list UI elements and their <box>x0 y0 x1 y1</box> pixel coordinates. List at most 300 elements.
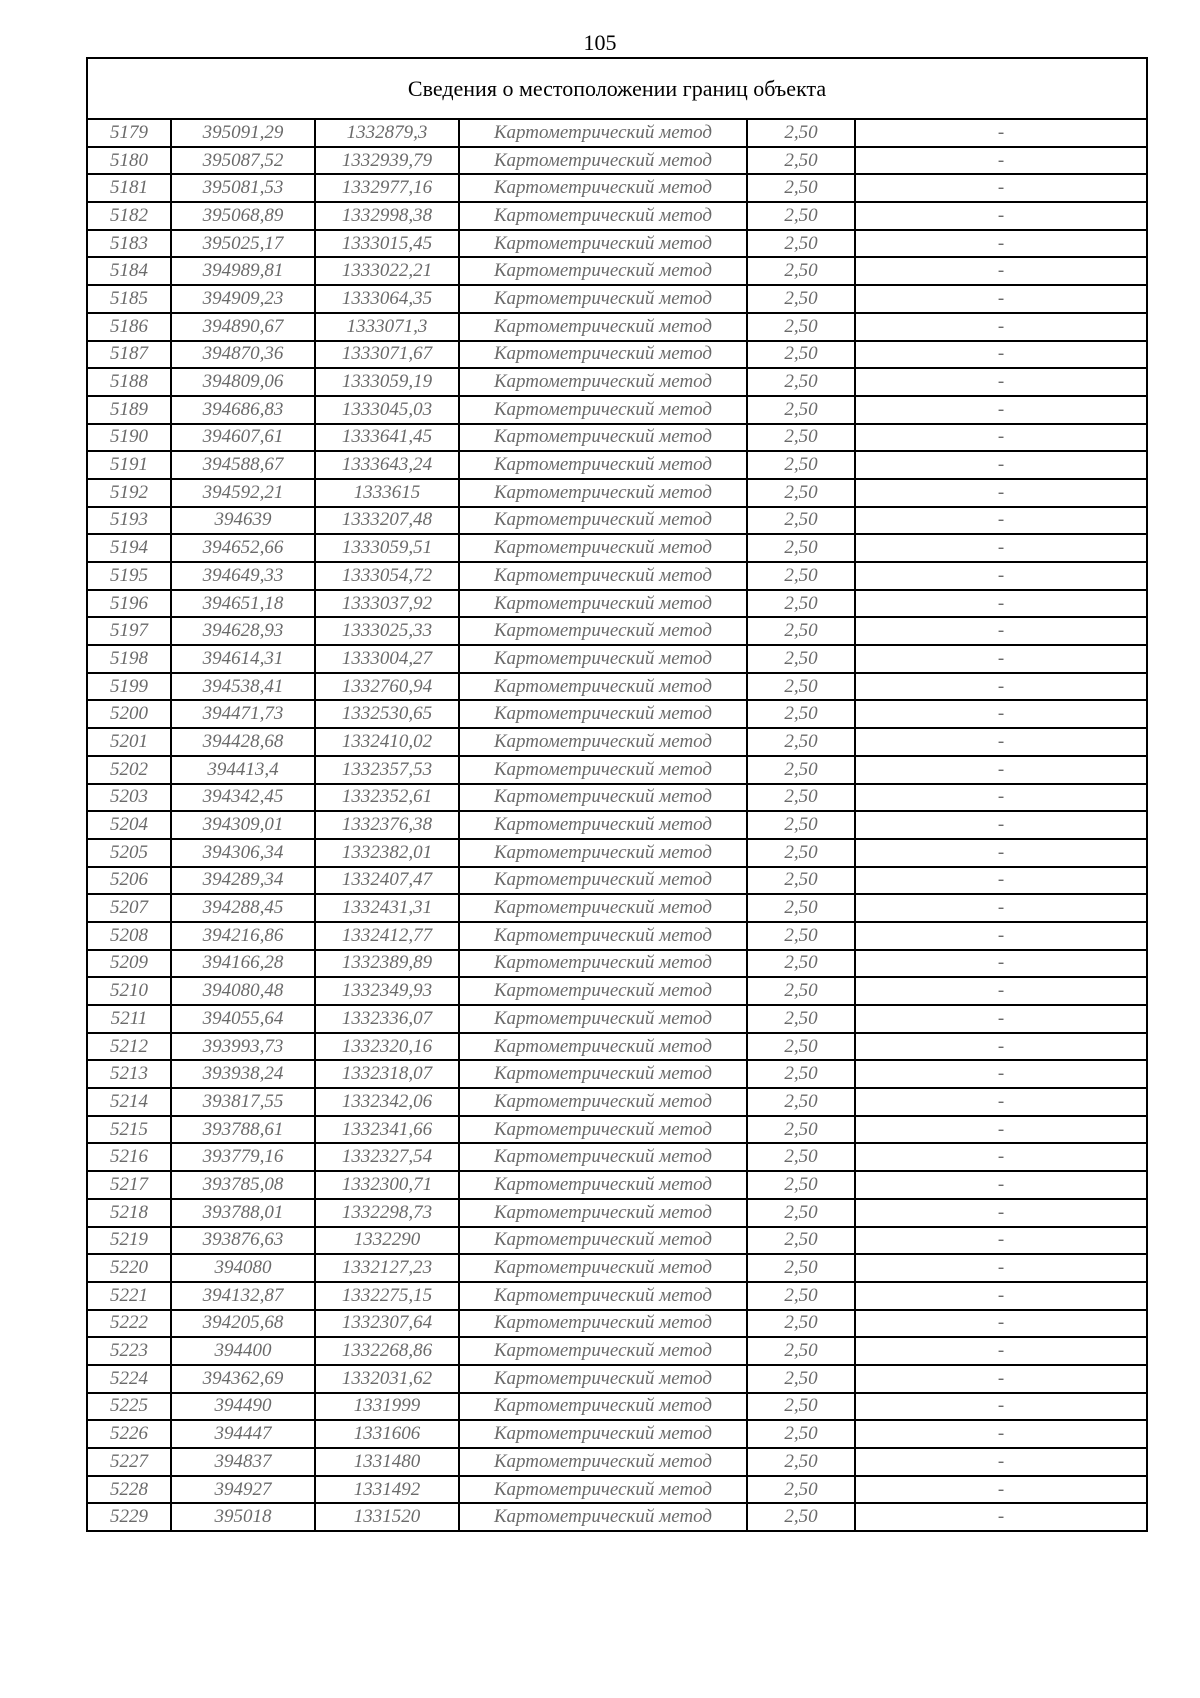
point-number-cell: 5209 <box>87 950 171 978</box>
point-number-cell: 5196 <box>87 590 171 618</box>
accuracy-cell: 2,50 <box>747 700 855 728</box>
accuracy-cell: 2,50 <box>747 1476 855 1504</box>
table-row <box>87 396 1147 424</box>
description-cell: - <box>855 1365 1147 1393</box>
x-coordinate-cell: 395087,52 <box>171 147 315 175</box>
method-cell: Картометрический метод <box>459 257 747 285</box>
x-coordinate-cell: 394588,67 <box>171 451 315 479</box>
table-row <box>87 784 1147 812</box>
accuracy-cell: 2,50 <box>747 1503 855 1531</box>
description-cell: - <box>855 839 1147 867</box>
y-coordinate-cell: 1332298,73 <box>315 1199 459 1227</box>
point-number-cell: 5205 <box>87 839 171 867</box>
table-row <box>87 1420 1147 1448</box>
table-title: Сведения о местоположении границ объекта <box>87 58 1147 119</box>
y-coordinate-cell: 1332977,16 <box>315 174 459 202</box>
x-coordinate-cell: 393938,24 <box>171 1060 315 1088</box>
x-coordinate-cell: 394652,66 <box>171 534 315 562</box>
method-cell: Картометрический метод <box>459 368 747 396</box>
y-coordinate-cell: 1332407,47 <box>315 867 459 895</box>
accuracy-cell: 2,50 <box>747 590 855 618</box>
method-cell: Картометрический метод <box>459 562 747 590</box>
x-coordinate-cell: 394306,34 <box>171 839 315 867</box>
x-coordinate-cell: 394132,87 <box>171 1282 315 1310</box>
y-coordinate-cell: 1332318,07 <box>315 1060 459 1088</box>
description-cell: - <box>855 147 1147 175</box>
x-coordinate-cell: 394870,36 <box>171 341 315 369</box>
y-coordinate-cell: 1332031,62 <box>315 1365 459 1393</box>
x-coordinate-cell: 394639 <box>171 507 315 535</box>
x-coordinate-cell: 394471,73 <box>171 700 315 728</box>
description-cell: - <box>855 590 1147 618</box>
method-cell: Картометрический метод <box>459 811 747 839</box>
method-cell: Картометрический метод <box>459 645 747 673</box>
table-row <box>87 811 1147 839</box>
x-coordinate-cell: 394628,93 <box>171 617 315 645</box>
table-row <box>87 867 1147 895</box>
point-number-cell: 5189 <box>87 396 171 424</box>
table-row <box>87 1060 1147 1088</box>
method-cell: Картометрический метод <box>459 479 747 507</box>
table-row <box>87 1227 1147 1255</box>
table-row <box>87 1282 1147 1310</box>
description-cell: - <box>855 728 1147 756</box>
table-row <box>87 341 1147 369</box>
y-coordinate-cell: 1331492 <box>315 1476 459 1504</box>
accuracy-cell: 2,50 <box>747 673 855 701</box>
method-cell: Картометрический метод <box>459 1088 747 1116</box>
accuracy-cell: 2,50 <box>747 1088 855 1116</box>
description-cell: - <box>855 1254 1147 1282</box>
accuracy-cell: 2,50 <box>747 1448 855 1476</box>
x-coordinate-cell: 395091,29 <box>171 119 315 147</box>
accuracy-cell: 2,50 <box>747 368 855 396</box>
table-row <box>87 977 1147 1005</box>
method-cell: Картометрический метод <box>459 1116 747 1144</box>
y-coordinate-cell: 1333045,03 <box>315 396 459 424</box>
description-cell: - <box>855 922 1147 950</box>
point-number-cell: 5226 <box>87 1420 171 1448</box>
method-cell: Картометрический метод <box>459 617 747 645</box>
point-number-cell: 5219 <box>87 1227 171 1255</box>
accuracy-cell: 2,50 <box>747 977 855 1005</box>
table-row <box>87 950 1147 978</box>
point-number-cell: 5216 <box>87 1143 171 1171</box>
table-row <box>87 1503 1147 1531</box>
y-coordinate-cell: 1333615 <box>315 479 459 507</box>
point-number-cell: 5181 <box>87 174 171 202</box>
table-row <box>87 424 1147 452</box>
table-row <box>87 839 1147 867</box>
point-number-cell: 5198 <box>87 645 171 673</box>
point-number-cell: 5228 <box>87 1476 171 1504</box>
point-number-cell: 5182 <box>87 202 171 230</box>
y-coordinate-cell: 1333015,45 <box>315 230 459 258</box>
y-coordinate-cell: 1332127,23 <box>315 1254 459 1282</box>
method-cell: Картометрический метод <box>459 894 747 922</box>
table-row <box>87 1199 1147 1227</box>
method-cell: Картометрический метод <box>459 867 747 895</box>
y-coordinate-cell: 1332275,15 <box>315 1282 459 1310</box>
description-cell: - <box>855 894 1147 922</box>
x-coordinate-cell: 394400 <box>171 1337 315 1365</box>
table-row <box>87 507 1147 535</box>
description-cell: - <box>855 507 1147 535</box>
table-row <box>87 673 1147 701</box>
point-number-cell: 5211 <box>87 1005 171 1033</box>
y-coordinate-cell: 1333071,3 <box>315 313 459 341</box>
y-coordinate-cell: 1332349,93 <box>315 977 459 1005</box>
point-number-cell: 5191 <box>87 451 171 479</box>
accuracy-cell: 2,50 <box>747 424 855 452</box>
y-coordinate-cell: 1332327,54 <box>315 1143 459 1171</box>
x-coordinate-cell: 394809,06 <box>171 368 315 396</box>
x-coordinate-cell: 394309,01 <box>171 811 315 839</box>
point-number-cell: 5197 <box>87 617 171 645</box>
description-cell: - <box>855 1143 1147 1171</box>
x-coordinate-cell: 394651,18 <box>171 590 315 618</box>
accuracy-cell: 2,50 <box>747 202 855 230</box>
x-coordinate-cell: 394538,41 <box>171 673 315 701</box>
table-row <box>87 119 1147 147</box>
accuracy-cell: 2,50 <box>747 396 855 424</box>
x-coordinate-cell: 395018 <box>171 1503 315 1531</box>
description-cell: - <box>855 811 1147 839</box>
accuracy-cell: 2,50 <box>747 1337 855 1365</box>
y-coordinate-cell: 1332376,38 <box>315 811 459 839</box>
y-coordinate-cell: 1333064,35 <box>315 285 459 313</box>
description-cell: - <box>855 1476 1147 1504</box>
x-coordinate-cell: 394890,67 <box>171 313 315 341</box>
accuracy-cell: 2,50 <box>747 313 855 341</box>
description-cell: - <box>855 977 1147 1005</box>
point-number-cell: 5201 <box>87 728 171 756</box>
accuracy-cell: 2,50 <box>747 1005 855 1033</box>
table-row <box>87 590 1147 618</box>
method-cell: Картометрический метод <box>459 313 747 341</box>
accuracy-cell: 2,50 <box>747 922 855 950</box>
description-cell: - <box>855 867 1147 895</box>
table-row <box>87 1005 1147 1033</box>
y-coordinate-cell: 1332268,86 <box>315 1337 459 1365</box>
method-cell: Картометрический метод <box>459 396 747 424</box>
page-number: 105 <box>583 30 617 55</box>
table-row <box>87 617 1147 645</box>
point-number-cell: 5203 <box>87 784 171 812</box>
method-cell: Картометрический метод <box>459 1171 747 1199</box>
method-cell: Картометрический метод <box>459 1476 747 1504</box>
point-number-cell: 5220 <box>87 1254 171 1282</box>
table-row <box>87 645 1147 673</box>
point-number-cell: 5179 <box>87 119 171 147</box>
y-coordinate-cell: 1333059,51 <box>315 534 459 562</box>
accuracy-cell: 2,50 <box>747 341 855 369</box>
method-cell: Картометрический метод <box>459 341 747 369</box>
point-number-cell: 5183 <box>87 230 171 258</box>
accuracy-cell: 2,50 <box>747 1033 855 1061</box>
method-cell: Картометрический метод <box>459 1060 747 1088</box>
description-cell: - <box>855 673 1147 701</box>
accuracy-cell: 2,50 <box>747 1420 855 1448</box>
y-coordinate-cell: 1332382,01 <box>315 839 459 867</box>
method-cell: Картометрический метод <box>459 1199 747 1227</box>
table-row <box>87 1448 1147 1476</box>
table-row <box>87 1033 1147 1061</box>
accuracy-cell: 2,50 <box>747 617 855 645</box>
method-cell: Картометрический метод <box>459 756 747 784</box>
y-coordinate-cell: 1332290 <box>315 1227 459 1255</box>
description-cell: - <box>855 1227 1147 1255</box>
accuracy-cell: 2,50 <box>747 285 855 313</box>
x-coordinate-cell: 393876,63 <box>171 1227 315 1255</box>
table-row <box>87 728 1147 756</box>
description-cell: - <box>855 1005 1147 1033</box>
method-cell: Картометрический метод <box>459 1503 747 1531</box>
x-coordinate-cell: 394989,81 <box>171 257 315 285</box>
y-coordinate-cell: 1333059,19 <box>315 368 459 396</box>
table-row <box>87 313 1147 341</box>
method-cell: Картометрический метод <box>459 230 747 258</box>
x-coordinate-cell: 393788,01 <box>171 1199 315 1227</box>
x-coordinate-cell: 394216,86 <box>171 922 315 950</box>
table-row <box>87 700 1147 728</box>
method-cell: Картометрический метод <box>459 1310 747 1338</box>
point-number-cell: 5227 <box>87 1448 171 1476</box>
table-row <box>87 1393 1147 1421</box>
description-cell: - <box>855 1393 1147 1421</box>
accuracy-cell: 2,50 <box>747 451 855 479</box>
description-cell: - <box>855 1199 1147 1227</box>
boundary-table <box>86 57 1148 1532</box>
description-cell: - <box>855 313 1147 341</box>
x-coordinate-cell: 394607,61 <box>171 424 315 452</box>
description-cell: - <box>855 396 1147 424</box>
point-number-cell: 5206 <box>87 867 171 895</box>
description-cell: - <box>855 1088 1147 1116</box>
accuracy-cell: 2,50 <box>747 507 855 535</box>
description-cell: - <box>855 1060 1147 1088</box>
point-number-cell: 5215 <box>87 1116 171 1144</box>
point-number-cell: 5190 <box>87 424 171 452</box>
x-coordinate-cell: 394413,4 <box>171 756 315 784</box>
description-cell: - <box>855 230 1147 258</box>
x-coordinate-cell: 393817,55 <box>171 1088 315 1116</box>
description-cell: - <box>855 645 1147 673</box>
table-row <box>87 1476 1147 1504</box>
table-row <box>87 1088 1147 1116</box>
point-number-cell: 5210 <box>87 977 171 1005</box>
x-coordinate-cell: 394080,48 <box>171 977 315 1005</box>
method-cell: Картометрический метод <box>459 839 747 867</box>
table-row <box>87 1254 1147 1282</box>
point-number-cell: 5180 <box>87 147 171 175</box>
x-coordinate-cell: 394592,21 <box>171 479 315 507</box>
accuracy-cell: 2,50 <box>747 950 855 978</box>
method-cell: Картометрический метод <box>459 1420 747 1448</box>
y-coordinate-cell: 1332998,38 <box>315 202 459 230</box>
description-cell: - <box>855 424 1147 452</box>
y-coordinate-cell: 1332939,79 <box>315 147 459 175</box>
method-cell: Картометрический метод <box>459 1143 747 1171</box>
description-cell: - <box>855 1448 1147 1476</box>
x-coordinate-cell: 393788,61 <box>171 1116 315 1144</box>
table-row <box>87 1365 1147 1393</box>
method-cell: Картометрический метод <box>459 1393 747 1421</box>
x-coordinate-cell: 394927 <box>171 1476 315 1504</box>
method-cell: Картометрический метод <box>459 700 747 728</box>
point-number-cell: 5188 <box>87 368 171 396</box>
description-cell: - <box>855 174 1147 202</box>
accuracy-cell: 2,50 <box>747 756 855 784</box>
x-coordinate-cell: 394490 <box>171 1393 315 1421</box>
description-cell: - <box>855 1116 1147 1144</box>
description-cell: - <box>855 368 1147 396</box>
point-number-cell: 5185 <box>87 285 171 313</box>
point-number-cell: 5204 <box>87 811 171 839</box>
description-cell: - <box>855 950 1147 978</box>
x-coordinate-cell: 394289,34 <box>171 867 315 895</box>
y-coordinate-cell: 1331606 <box>315 1420 459 1448</box>
y-coordinate-cell: 1333643,24 <box>315 451 459 479</box>
point-number-cell: 5199 <box>87 673 171 701</box>
y-coordinate-cell: 1333207,48 <box>315 507 459 535</box>
y-coordinate-cell: 1332320,16 <box>315 1033 459 1061</box>
table-row <box>87 1116 1147 1144</box>
accuracy-cell: 2,50 <box>747 728 855 756</box>
method-cell: Картометрический метод <box>459 784 747 812</box>
x-coordinate-cell: 393785,08 <box>171 1171 315 1199</box>
point-number-cell: 5212 <box>87 1033 171 1061</box>
point-number-cell: 5186 <box>87 313 171 341</box>
y-coordinate-cell: 1332357,53 <box>315 756 459 784</box>
description-cell: - <box>855 1503 1147 1531</box>
description-cell: - <box>855 285 1147 313</box>
y-coordinate-cell: 1333641,45 <box>315 424 459 452</box>
accuracy-cell: 2,50 <box>747 1365 855 1393</box>
description-cell: - <box>855 1337 1147 1365</box>
x-coordinate-cell: 394614,31 <box>171 645 315 673</box>
method-cell: Картометрический метод <box>459 977 747 1005</box>
method-cell: Картометрический метод <box>459 922 747 950</box>
y-coordinate-cell: 1332410,02 <box>315 728 459 756</box>
method-cell: Картометрический метод <box>459 202 747 230</box>
table-row <box>87 230 1147 258</box>
y-coordinate-cell: 1332389,89 <box>315 950 459 978</box>
x-coordinate-cell: 394342,45 <box>171 784 315 812</box>
table-row <box>87 147 1147 175</box>
accuracy-cell: 2,50 <box>747 119 855 147</box>
method-cell: Картометрический метод <box>459 1448 747 1476</box>
point-number-cell: 5225 <box>87 1393 171 1421</box>
table-row <box>87 285 1147 313</box>
y-coordinate-cell: 1332879,3 <box>315 119 459 147</box>
point-number-cell: 5224 <box>87 1365 171 1393</box>
method-cell: Картометрический метод <box>459 1337 747 1365</box>
table-row <box>87 756 1147 784</box>
x-coordinate-cell: 394288,45 <box>171 894 315 922</box>
description-cell: - <box>855 257 1147 285</box>
y-coordinate-cell: 1332341,66 <box>315 1116 459 1144</box>
point-number-cell: 5229 <box>87 1503 171 1531</box>
method-cell: Картометрический метод <box>459 534 747 562</box>
method-cell: Картометрический метод <box>459 590 747 618</box>
description-cell: - <box>855 756 1147 784</box>
x-coordinate-cell: 394205,68 <box>171 1310 315 1338</box>
accuracy-cell: 2,50 <box>747 784 855 812</box>
x-coordinate-cell: 395025,17 <box>171 230 315 258</box>
y-coordinate-cell: 1333025,33 <box>315 617 459 645</box>
table-row <box>87 1143 1147 1171</box>
x-coordinate-cell: 394909,23 <box>171 285 315 313</box>
accuracy-cell: 2,50 <box>747 867 855 895</box>
x-coordinate-cell: 394080 <box>171 1254 315 1282</box>
point-number-cell: 5195 <box>87 562 171 590</box>
accuracy-cell: 2,50 <box>747 230 855 258</box>
accuracy-cell: 2,50 <box>747 1116 855 1144</box>
method-cell: Картометрический метод <box>459 1227 747 1255</box>
description-cell: - <box>855 534 1147 562</box>
x-coordinate-cell: 394428,68 <box>171 728 315 756</box>
table-row <box>87 174 1147 202</box>
y-coordinate-cell: 1332760,94 <box>315 673 459 701</box>
point-number-cell: 5184 <box>87 257 171 285</box>
method-cell: Картометрический метод <box>459 174 747 202</box>
description-cell: - <box>855 1033 1147 1061</box>
accuracy-cell: 2,50 <box>747 1393 855 1421</box>
accuracy-cell: 2,50 <box>747 1060 855 1088</box>
y-coordinate-cell: 1332336,07 <box>315 1005 459 1033</box>
y-coordinate-cell: 1332342,06 <box>315 1088 459 1116</box>
y-coordinate-cell: 1331520 <box>315 1503 459 1531</box>
point-number-cell: 5223 <box>87 1337 171 1365</box>
y-coordinate-cell: 1333004,27 <box>315 645 459 673</box>
accuracy-cell: 2,50 <box>747 479 855 507</box>
method-cell: Картометрический метод <box>459 673 747 701</box>
table-row <box>87 922 1147 950</box>
table-row <box>87 479 1147 507</box>
point-number-cell: 5193 <box>87 507 171 535</box>
description-cell: - <box>855 700 1147 728</box>
method-cell: Картометрический метод <box>459 1254 747 1282</box>
table-row <box>87 257 1147 285</box>
point-number-cell: 5221 <box>87 1282 171 1310</box>
method-cell: Картометрический метод <box>459 285 747 313</box>
y-coordinate-cell: 1333022,21 <box>315 257 459 285</box>
point-number-cell: 5194 <box>87 534 171 562</box>
x-coordinate-cell: 394686,83 <box>171 396 315 424</box>
description-cell: - <box>855 119 1147 147</box>
accuracy-cell: 2,50 <box>747 1310 855 1338</box>
point-number-cell: 5192 <box>87 479 171 507</box>
method-cell: Картометрический метод <box>459 950 747 978</box>
x-coordinate-cell: 394055,64 <box>171 1005 315 1033</box>
y-coordinate-cell: 1332307,64 <box>315 1310 459 1338</box>
accuracy-cell: 2,50 <box>747 1282 855 1310</box>
table-row <box>87 894 1147 922</box>
point-number-cell: 5207 <box>87 894 171 922</box>
description-cell: - <box>855 617 1147 645</box>
method-cell: Картометрический метод <box>459 1282 747 1310</box>
description-cell: - <box>855 784 1147 812</box>
accuracy-cell: 2,50 <box>747 839 855 867</box>
point-number-cell: 5217 <box>87 1171 171 1199</box>
method-cell: Картометрический метод <box>459 507 747 535</box>
method-cell: Картометрический метод <box>459 451 747 479</box>
y-coordinate-cell: 1332300,71 <box>315 1171 459 1199</box>
point-number-cell: 5208 <box>87 922 171 950</box>
point-number-cell: 5187 <box>87 341 171 369</box>
accuracy-cell: 2,50 <box>747 1143 855 1171</box>
